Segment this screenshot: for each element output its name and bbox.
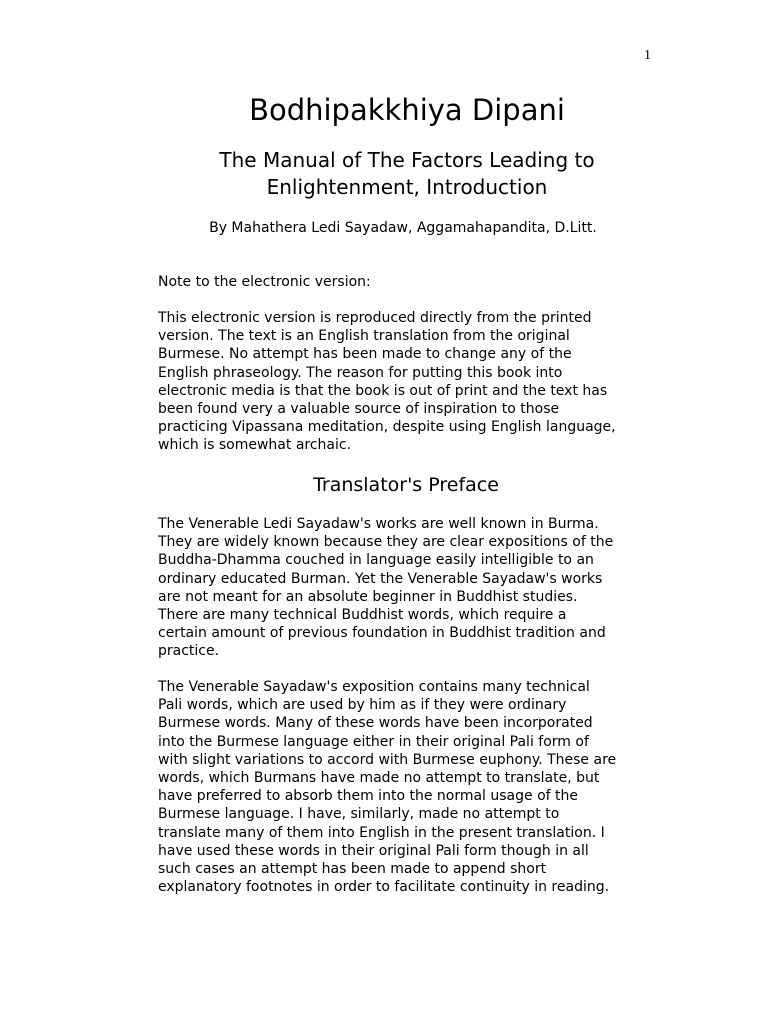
subtitle-line: Enlightenment, Introduction [266,175,548,199]
document-title: Bodhipakkhiya Dipani [249,93,565,127]
note-heading: Note to the electronic version: [158,274,371,290]
text-line: The Venerable Ledi Sayadaw's works are well known in Burma. [158,516,599,532]
text-line: translate many of them into English in the present translation. I [158,824,605,841]
preface-paragraph-1 [158,515,658,661]
text-line: Burmese words. Many of these words have been incorporated [158,715,593,732]
text-line: Pali words, which are used by him as if they were ordinary [158,697,567,714]
text-line: This electronic version is reproduced directly from the printed [158,310,592,326]
subtitle-line: The Manual of The Factors Leading to [219,148,595,172]
document-subtitle [0,147,768,201]
text-line: Burmese language. I have, similarly, made no attempt to [158,806,560,823]
text-line: They are widely known because they are clear expositions of the [158,534,614,551]
page-number: 1 [644,48,651,63]
text-line: practicing Vipassana meditation, despite using English language, [158,419,616,436]
text-line: The Venerable Sayadaw's exposition contains many technical [158,679,590,695]
text-line: There are many technical Buddhist words, which require a [158,607,567,624]
text-line: have used these words in their original Pali form though in all [158,842,589,859]
text-line: into the Burmese language either in their original Pali form of [158,733,589,750]
section-heading: Translator's Preface [313,474,499,496]
text-line: Burmese. No attempt has been made to change any of the [158,346,572,363]
text-line: which is somewhat archaic. [158,437,352,454]
text-line: such cases an attempt has been made to append short [158,861,547,878]
text-line: have preferred to absorb them into the normal usage of the [158,788,578,805]
text-line: version. The text is an English translation from the original [158,328,570,345]
text-line: ordinary educated Burman. Yet the Venerable Sayadaw's works [158,570,603,587]
text-line: explanatory footnotes in order to facilitate continuity in reading. [158,879,610,896]
text-line: with slight variations to accord with Burmese euphony. These are [158,751,617,768]
text-line: English phraseology. The reason for putting this book into [158,364,563,381]
note-paragraph [158,309,658,455]
text-line: practice. [158,643,220,660]
text-line: electronic media is that the book is out of print and the text has [158,382,608,399]
text-line: certain amount of previous foundation in Buddhist tradition and [158,625,606,642]
text-line: are not meant for an absolute beginner in Buddhist studies. [158,588,578,605]
text-line: been found very a valuable source of inspiration to those [158,401,560,418]
text-line: Buddha-Dhamma couched in language easily intelligible to an [158,552,594,569]
text-line: words, which Burmans have made no attempt to translate, but [158,770,600,787]
preface-paragraph-2 [158,678,658,896]
author-byline: By Mahathera Ledi Sayadaw, Aggamahapandita, D.Litt. [209,220,597,236]
